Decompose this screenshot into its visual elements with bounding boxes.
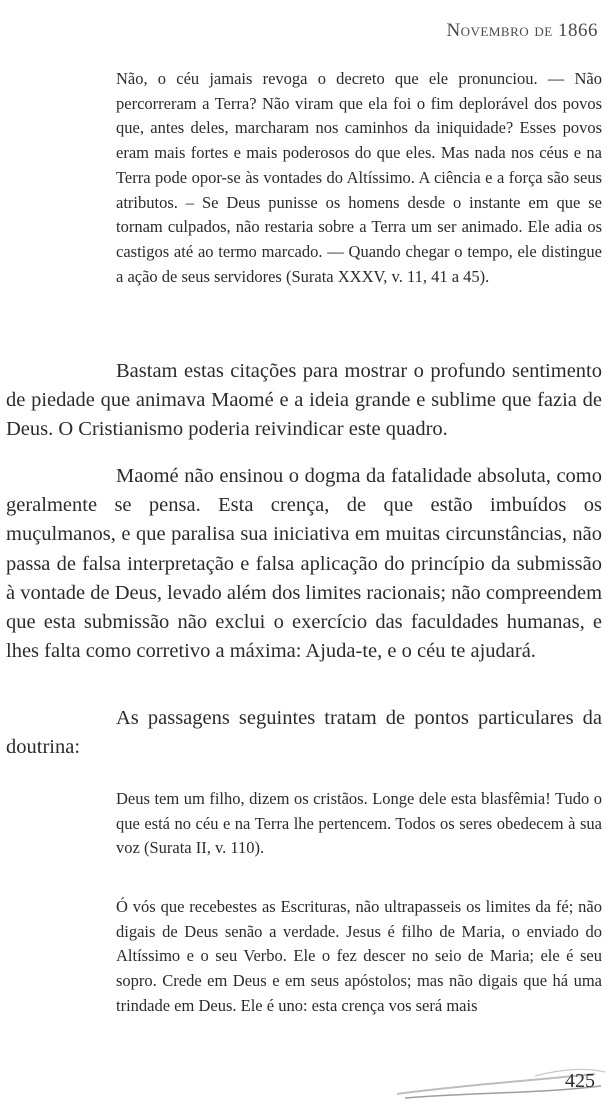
quote-block-surata-ii: Deus tem um filho, dizem os cristãos. Longe dele esta blasfêmia! Tudo o que está no céu e na Terra lhe pertencem. Todos os seres obedecem à sua voz (Surata II, v. 110). bbox=[116, 789, 602, 858]
body-paragraph-citations: Bastam estas citações para mostrar o profundo sentimento de piedade que animava Maomé e a ideia grande e sublime que fazia de Deus. O Cristianismo poderia reivindicar este quadro. bbox=[6, 360, 602, 441]
quote-block-scriptures: Ó vós que recebestes as Escrituras, não ultrapasseis os limites da fé; não digais de Deus senão a verdade. Jesus é filho de Maria, o enviado do Altíssimo e o seu Verbo. Ele o fez descer no seio de Maria; ele é seu sopro. Crede em Deus e em seus apóstolos; mas não digais que há uma trindade em Deus. Ele é uno: esta crença vos será mais bbox=[116, 897, 602, 1015]
body-paragraph-fatalism: Maomé não ensinou o dogma da fatalidade absoluta, como geralmente se pensa. Esta crença, de que estão imbuídos os muçulmanos, e que paralisa sua iniciativa em muitas circunstâncias, não passa de falsa interpretação e falsa aplicação do princípio da submissão à vontade de Deus, levado além dos limites racionais; não compreendem que esta submissão não exclui o exercício das faculdades humanas, e lhes falta como corretivo a máxima: Ajuda-te, e o céu te ajudará. bbox=[6, 465, 603, 663]
page-number: 425 bbox=[565, 1070, 595, 1092]
quote-block-surata-xxxv: Não, o céu jamais revoga o decreto que ele pronunciou. — Não percorreram a Terra? Não viram que ela foi o fim deplorável dos povos que, antes deles, marcharam nos caminhos da iniquidade? Esses povos eram mais fortes e mais poderosos do que eles. Mas nada nos céus e na Terra pode opor-se às vontades do Altíssimo. A ciência e a força são seus atributos. – Se Deus punisse os homens desde o instante em que se tornam culpados, não restaria sobre a Terra um ser animado. Ele adia os castigos até ao termo marcado. — Quando chegar o tempo, ele distingue a ação de seus servidores (Surata XXXV, v. 11, 41 a 45). bbox=[116, 69, 602, 286]
body-paragraph-doctrine-intro: As passagens seguintes tratam de pontos particulares da doutrina: bbox=[6, 707, 602, 759]
running-header: Novembro de 1866 bbox=[446, 20, 598, 41]
